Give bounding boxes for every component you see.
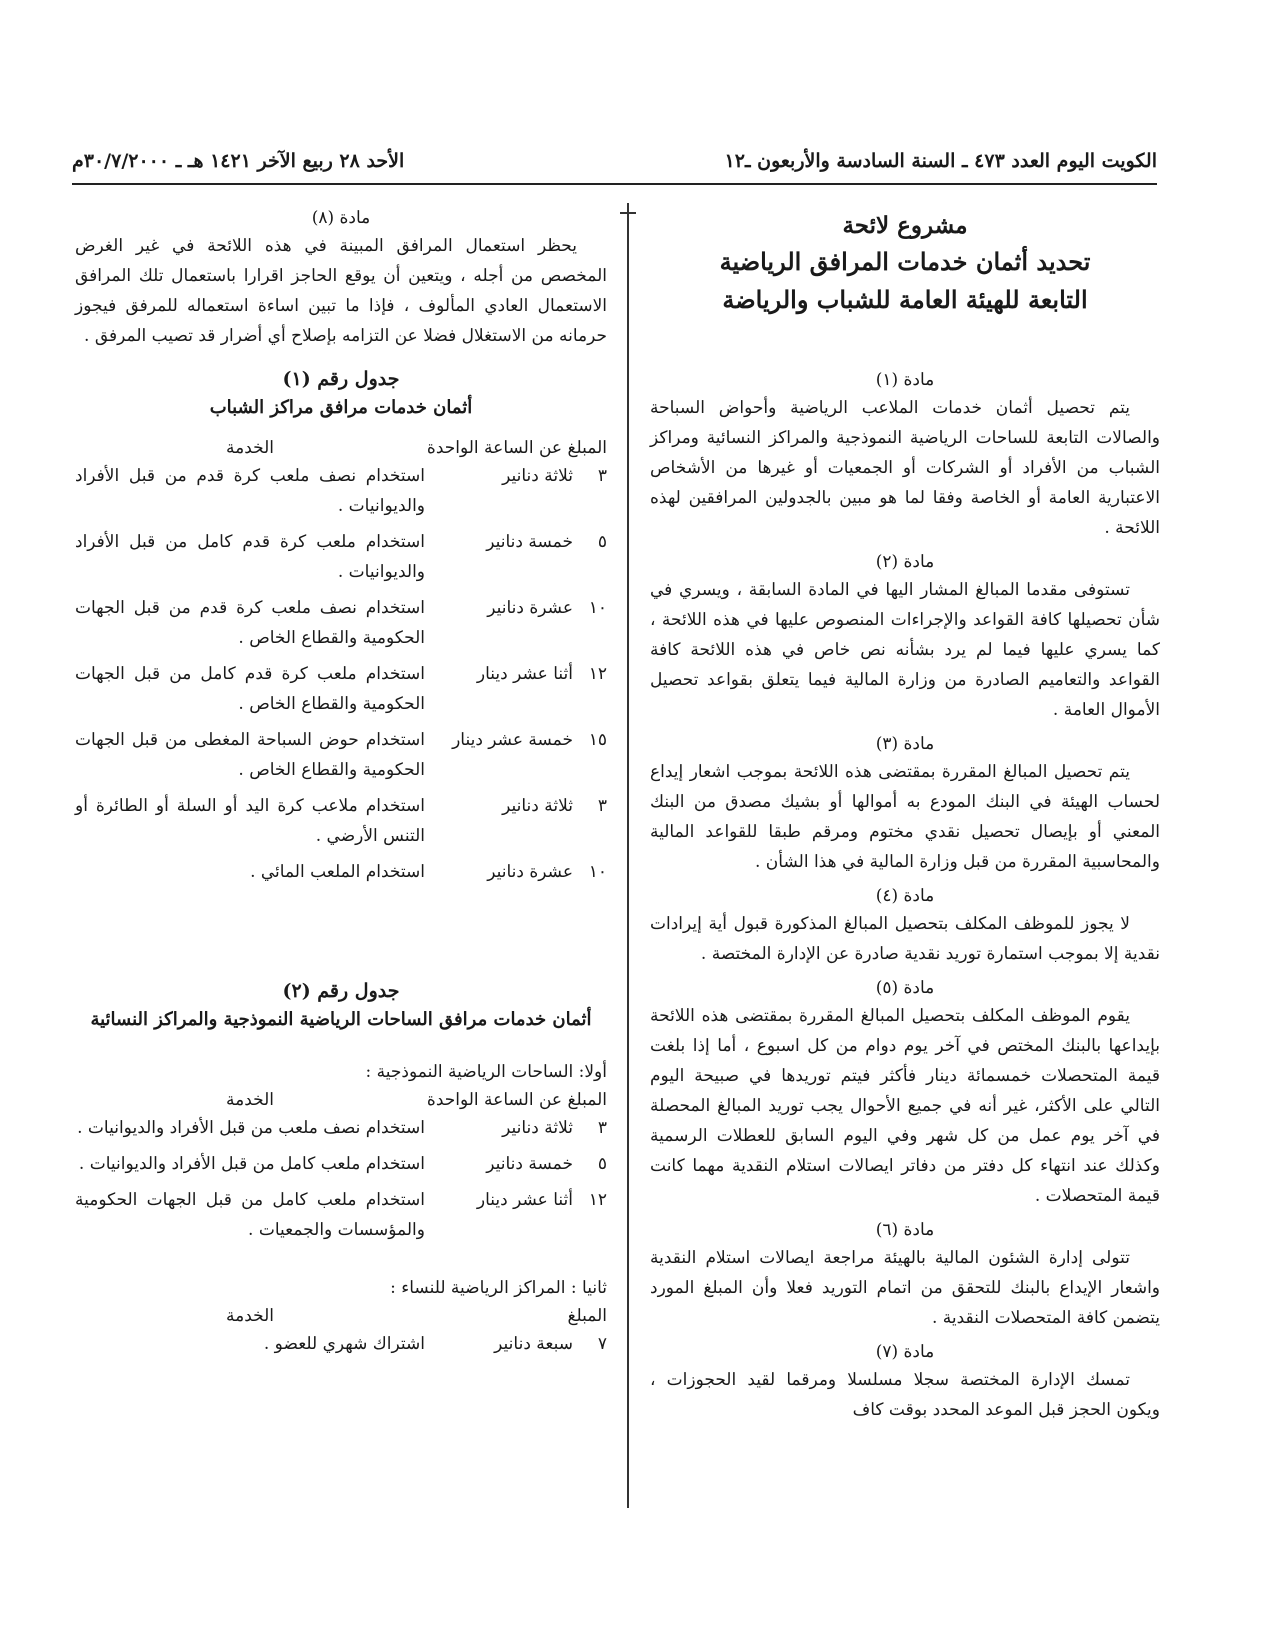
article-heading: مادة (٥) xyxy=(875,978,935,998)
row-amount: أثنا عشر دينار xyxy=(476,664,573,684)
table-row xyxy=(75,1113,607,1149)
table-row xyxy=(75,1329,607,1365)
row-service: استخدام ملعب كامل من قبل الجهات الحكومية والمؤسسات والجمعيات . xyxy=(75,1190,425,1240)
row-amount: سبعة دنانير xyxy=(494,1334,573,1354)
service-column-header: الخدمة xyxy=(225,438,275,458)
row-service: استخدام ملعب كامل من قبل الأفراد والديوانيات . xyxy=(78,1154,425,1174)
article-text: تمسك الإدارة المختصة سجلا مسلسلا ومرقما لقيد الحجوزات ، ويكون الحجز قبل الموعد المحدد بوقت كاف xyxy=(650,1370,1160,1420)
table-row xyxy=(75,857,607,893)
table-2-title: جدول رقم (٢) xyxy=(282,980,400,1002)
regulation-title xyxy=(650,209,1160,319)
header-rule xyxy=(72,183,1157,185)
service-column-header: الخدمة xyxy=(225,1306,275,1326)
table-1 xyxy=(75,435,607,893)
row-amount: ثلاثة دنانير xyxy=(502,466,573,486)
article-heading: مادة (٣) xyxy=(875,734,935,754)
article-heading: مادة (٦) xyxy=(875,1220,935,1240)
column-divider xyxy=(627,203,629,1508)
row-amount: عشرة دنانير xyxy=(487,598,573,618)
divider-tick xyxy=(620,212,636,214)
table-header-row xyxy=(75,1303,607,1329)
row-service: استخدام نصف ملعب كرة قدم من قبل الأفراد والديوانيات . xyxy=(75,466,425,516)
row-number: ١٢ xyxy=(588,1190,607,1210)
table-1-subtitle: أثمان خدمات مرافق مراكز الشباب xyxy=(209,397,473,418)
row-amount: أثنا عشر دينار xyxy=(476,1190,573,1210)
article-7 xyxy=(650,1339,1160,1425)
table-row xyxy=(75,725,607,791)
article-8 xyxy=(75,205,607,351)
table-2-section-1 xyxy=(75,1087,607,1251)
table-header-row xyxy=(75,435,607,461)
amount-column-header: المبلغ عن الساعة الواحدة xyxy=(426,438,607,458)
table-row xyxy=(75,791,607,857)
row-number: ٥ xyxy=(597,1154,607,1174)
table-row xyxy=(75,1149,607,1185)
article-heading: مادة (٨) xyxy=(311,208,371,228)
row-number: ٥ xyxy=(597,532,607,552)
page-header xyxy=(72,150,1157,180)
row-amount: خمسة دنانير xyxy=(486,532,573,552)
row-number: ١٢ xyxy=(588,664,607,684)
row-amount: ثلاثة دنانير xyxy=(502,796,573,816)
row-number: ٣ xyxy=(597,1118,607,1138)
row-amount: خمسة عشر دينار xyxy=(452,730,573,750)
row-service: استخدام الملعب المائي . xyxy=(250,862,425,882)
table-1-title: جدول رقم (١) xyxy=(282,368,400,390)
article-text: يتم تحصيل المبالغ المقررة بمقتضى هذه اللائحة بموجب اشعار إيداع لحساب الهيئة في البنك المودع به أموالها أو بشيك مصدق من البنك المعني أو بإيصال تحصيل نقدي مختوم ومرقم طبقا للقواعد المالية والمحاسبية المقررة من قبل وزارة المالية في هذا الشأن . xyxy=(650,762,1160,872)
article-1 xyxy=(650,367,1160,543)
article-5 xyxy=(650,975,1160,1211)
row-service: استخدام ملعب كرة قدم كامل من قبل الجهات الحكومية والقطاع الخاص . xyxy=(75,664,425,714)
row-number: ١٠ xyxy=(588,598,607,618)
table-header-row xyxy=(75,1087,607,1113)
article-text: لا يجوز للموظف المكلف بتحصيل المبالغ المذكورة قبول أية إيرادات نقدية إلا بموجب استمارة توريد نقدية صادرة عن الإدارة المختصة . xyxy=(650,914,1160,964)
article-text: تستوفى مقدما المبالغ المشار اليها في المادة السابقة ، ويسري في شأن تحصيلها كافة القواعد والإجراءات المنصوص عليها في هذه اللائحة ، كما يسري عليها فيما لم يرد بشأنه نص خاص في هذه اللائحة كافة القواعد والتعاميم الصادرة من وزارة المالية فيما يتعلق بقواعد تحصيل الأموال العامة . xyxy=(650,580,1160,720)
row-number: ٣ xyxy=(597,466,607,486)
article-text: يحظر استعمال المرافق المبينة في هذه اللائحة في غير الغرض المخصص من أجله ، ويتعين أن يوقع الحاجز اقرارا باستعمال تلك المرافق الاستعمال العادي المألوف ، فإذا ما تبين اساءة استعماله للمرفق فيجوز حرمانه من الاستغلال فضلا عن التزامه بإصلاح أي أضرار قد تصيب المرفق . xyxy=(75,236,607,346)
article-heading: مادة (١) xyxy=(875,370,935,390)
row-number: ٣ xyxy=(597,796,607,816)
table-2-section-2 xyxy=(75,1303,607,1365)
row-service: استخدام ملعب كرة قدم كامل من قبل الأفراد والديوانيات . xyxy=(75,532,425,582)
row-number: ١٥ xyxy=(588,730,607,750)
article-3 xyxy=(650,731,1160,877)
table-row xyxy=(75,659,607,725)
section-1-heading: أولا: الساحات الرياضية النموذجية : xyxy=(365,1062,607,1082)
amount-column-header: المبلغ xyxy=(567,1306,607,1326)
table-row xyxy=(75,593,607,659)
row-service: استخدام نصف ملعب من قبل الأفراد والديوانيات . xyxy=(77,1118,425,1138)
service-column-header: الخدمة xyxy=(225,1090,275,1110)
article-text: تتولى إدارة الشئون المالية بالهيئة مراجعة ايصالات استلام النقدية واشعار الإيداع بالبنك للتحقق من اتمام التوريد فعلا وأن المبلغ المورد يتضمن كافة المتحصلات النقدية . xyxy=(650,1248,1160,1328)
row-amount: خمسة دنانير xyxy=(486,1154,573,1174)
article-2 xyxy=(650,549,1160,725)
row-number: ٧ xyxy=(597,1334,607,1354)
gazette-issue-info: الكويت اليوم العدد ٤٧٣ ـ السنة السادسة والأربعون ـ١٢ xyxy=(724,150,1157,172)
gazette-date: الأحد ٢٨ ربيع الآخر ١٤٢١ هـ ـ ٣٠/٧/٢٠٠٠م xyxy=(72,150,405,172)
article-heading: مادة (٧) xyxy=(875,1342,935,1362)
row-service: استخدام حوض السباحة المغطى من قبل الجهات الحكومية والقطاع الخاص . xyxy=(75,730,425,780)
article-text: يقوم الموظف المكلف بتحصيل المبالغ المقررة بمقتضى هذه اللائحة بإيداعها بالبنك المختص في آخر يوم دوام من كل اسبوع ، أما إذا بلغت قيمة المتحصلات خمسمائة دينار فأكثر فيتم توريدها في صبيحة اليوم التالي على الأكثر، غير أنه في جميع الأحوال يجب توريد المبالغ المحصلة في آخر يوم عمل من كل شهر وفي اليوم السابق للعطلات الرسمية وكذلك عند انتهاء كل دفتر من دفاتر ايصالات استلام النقدية مهما كانت قيمة المتحصلات . xyxy=(650,1006,1160,1206)
title-line-3: التابعة للهيئة العامة للشباب والرياضة xyxy=(722,285,1088,314)
article-text: يتم تحصيل أثمان خدمات الملاعب الرياضية وأحواض السباحة والصالات التابعة للساحات الرياضية النموذجية والمراكز النسائية ومراكز الشباب من الأفراد أو الشركات أو الجمعيات أو غيرها من الأشخاص الاعتبارية العامة أو الخاصة وفقا لما هو مبين بالجدولين المرافقين لهذه اللائحة . xyxy=(650,398,1160,538)
article-heading: مادة (٢) xyxy=(875,552,935,572)
table-row xyxy=(75,1185,607,1251)
row-amount: ثلاثة دنانير xyxy=(502,1118,573,1138)
right-column xyxy=(650,205,1160,1431)
row-service: استخدام ملاعب كرة اليد أو السلة أو الطائرة أو التنس الأرضي . xyxy=(75,796,425,846)
title-line-1: مشروع لائحة xyxy=(842,212,968,239)
amount-column-header: المبلغ عن الساعة الواحدة xyxy=(426,1090,607,1110)
table-row xyxy=(75,461,607,527)
title-line-2: تحديد أثمان خدمات المرافق الرياضية xyxy=(719,247,1091,276)
section-2-heading: ثانيا : المراكز الرياضية للنساء : xyxy=(390,1278,607,1298)
row-number: ١٠ xyxy=(588,862,607,882)
article-4 xyxy=(650,883,1160,969)
article-heading: مادة (٤) xyxy=(875,886,935,906)
row-service: استخدام نصف ملعب كرة قدم من قبل الجهات الحكومية والقطاع الخاص . xyxy=(75,598,425,648)
article-6 xyxy=(650,1217,1160,1333)
table-2-subtitle: أثمان خدمات مرافق الساحات الرياضية النموذجية والمراكز النسائية xyxy=(90,1009,592,1030)
row-amount: عشرة دنانير xyxy=(487,862,573,882)
row-service: اشتراك شهري للعضو . xyxy=(263,1334,425,1354)
left-column xyxy=(75,205,607,1365)
table-row xyxy=(75,527,607,593)
